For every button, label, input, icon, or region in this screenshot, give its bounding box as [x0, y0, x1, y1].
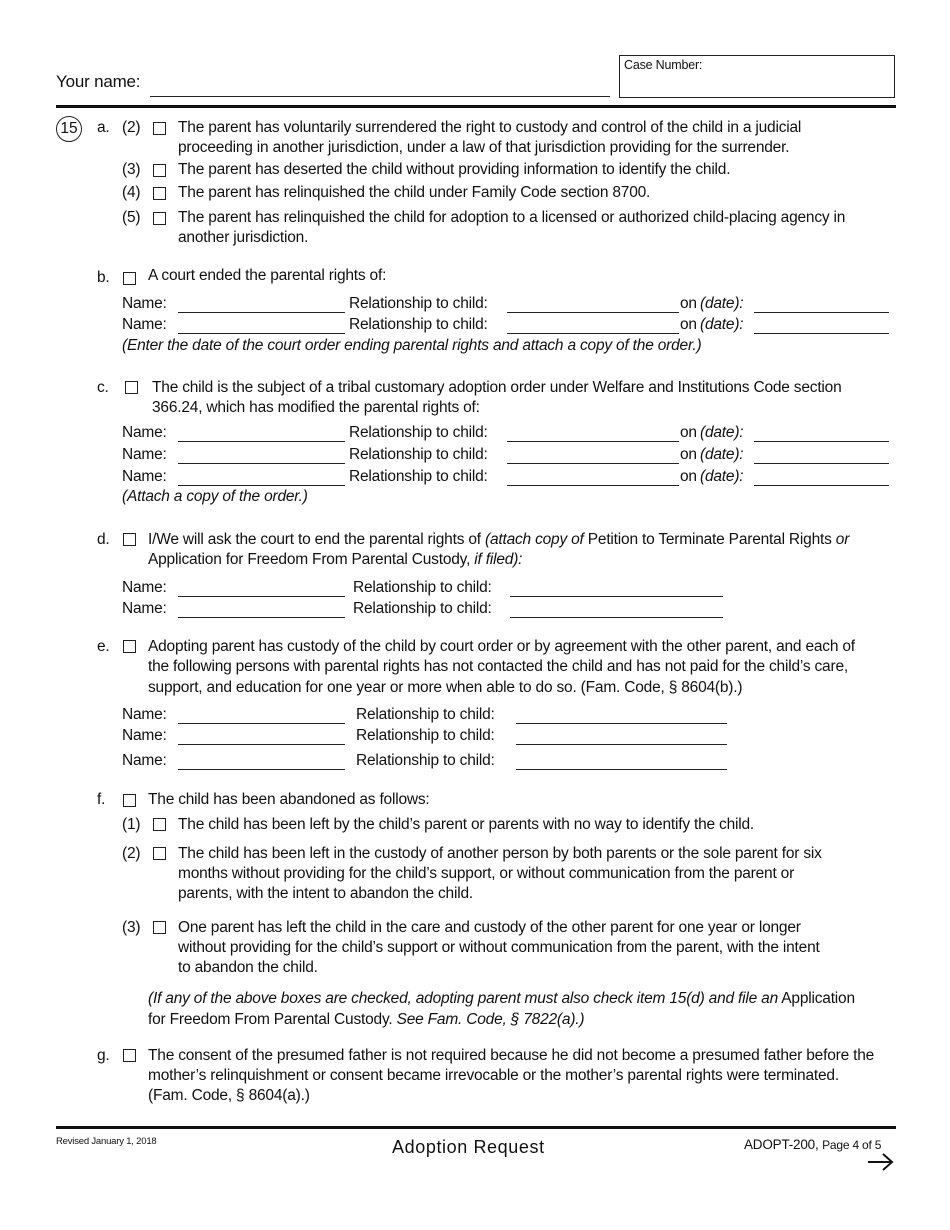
item-e-checkbox[interactable]	[123, 640, 136, 653]
item-a4-text: The parent has relinquished the child under Family Code section 8700.	[178, 184, 651, 201]
footer-title: Adoption Request	[392, 1137, 545, 1157]
relationship-field[interactable]	[516, 769, 727, 770]
name-label: Name:	[122, 468, 167, 485]
name-field[interactable]	[178, 463, 345, 464]
date-field[interactable]	[754, 441, 889, 442]
item-d-text: I/We will ask the court to end the parental rights of (attach copy of Petition to Terminate Parental Rights or	[148, 531, 850, 548]
item-f3-checkbox[interactable]	[153, 921, 166, 934]
item-f3-text: One parent has left the child in the care and custody of the other parent for one year or longer	[178, 919, 801, 936]
item-b-checkbox[interactable]	[123, 272, 136, 285]
item-a3-checkbox[interactable]	[153, 164, 166, 177]
item-b-note: (Enter the date of the court order ending parental rights and attach a copy of the order.)	[122, 337, 702, 354]
item-c-letter: c.	[97, 379, 109, 396]
your-name-field[interactable]	[150, 96, 610, 97]
item-e-text: Adopting parent has custody of the child by court order or by agreement with the other parent, and each of	[148, 638, 855, 655]
relationship-label: Relationship to child:	[353, 579, 492, 596]
item-a2-number: (2)	[122, 119, 141, 136]
item-e-text: the following persons with parental rights has not contacted the child and has not paid for the child’s care,	[148, 658, 848, 675]
case-number-label: Case Number:	[624, 58, 703, 72]
item-a3-number: (3)	[122, 161, 141, 178]
date-label: (date):	[700, 446, 744, 463]
item-f2-text: The child has been left in the custody of another person by both parents or the sole parent for six	[178, 845, 822, 862]
item-a-letter: a.	[97, 119, 110, 136]
name-label: Name:	[122, 727, 167, 744]
date-field[interactable]	[754, 485, 889, 486]
name-field[interactable]	[178, 441, 345, 442]
relationship-label: Relationship to child:	[353, 600, 492, 617]
date-field[interactable]	[754, 312, 889, 313]
revised-date: Revised January 1, 2018	[56, 1136, 157, 1147]
item-f-text: The child has been abandoned as follows:	[148, 791, 430, 808]
item-a2-text: proceeding in another jurisdiction, under a law of that jurisdiction providing for the surrender.	[178, 139, 790, 156]
item-f1-checkbox[interactable]	[153, 818, 166, 831]
on-label: on	[680, 295, 697, 312]
name-label: Name:	[122, 752, 167, 769]
name-label: Name:	[122, 446, 167, 463]
name-field[interactable]	[178, 769, 345, 770]
item-d-checkbox[interactable]	[123, 533, 136, 546]
date-field[interactable]	[754, 463, 889, 464]
relationship-label: Relationship to child:	[356, 752, 495, 769]
relationship-field[interactable]	[516, 723, 727, 724]
relationship-field[interactable]	[510, 617, 723, 618]
item-e-letter: e.	[97, 638, 110, 655]
relationship-field[interactable]	[507, 312, 679, 313]
item-g-letter: g.	[97, 1047, 110, 1064]
date-label: (date):	[700, 295, 744, 312]
relationship-label: Relationship to child:	[356, 727, 495, 744]
item-c-note: (Attach a copy of the order.)	[122, 488, 308, 505]
item-f2-text: parents, with the intent to abandon the child.	[178, 885, 473, 902]
item-f-note: for Freedom From Parental Custody. See Fam. Code, § 7822(a).)	[148, 1011, 585, 1028]
item-f3-text: to abandon the child.	[178, 959, 318, 976]
item-a5-checkbox[interactable]	[153, 212, 166, 225]
item-f3-number: (3)	[122, 919, 141, 936]
relationship-field[interactable]	[507, 485, 679, 486]
date-label: (date):	[700, 316, 744, 333]
relationship-label: Relationship to child:	[349, 424, 488, 441]
relationship-field[interactable]	[507, 333, 679, 334]
item-a4-checkbox[interactable]	[153, 187, 166, 200]
item-a3-text: The parent has deserted the child without providing information to identify the child.	[178, 161, 731, 178]
relationship-label: Relationship to child:	[349, 295, 488, 312]
name-label: Name:	[122, 316, 167, 333]
name-field[interactable]	[178, 596, 345, 597]
item-e-text: support, and education for one year or more when able to do so. (Fam. Code, § 8604(b).)	[148, 679, 743, 696]
relationship-label: Relationship to child:	[349, 446, 488, 463]
item-f2-number: (2)	[122, 845, 141, 862]
item-g-text: mother’s relinquishment or consent became irrevocable or the mother’s parental rights were terminated.	[148, 1067, 839, 1084]
relationship-label: Relationship to child:	[349, 468, 488, 485]
name-field[interactable]	[178, 485, 345, 486]
item-c-checkbox[interactable]	[125, 381, 138, 394]
item-f3-text: without providing for the child’s support or without communication from the parent, with the intent	[178, 939, 820, 956]
item-c-text: The child is the subject of a tribal customary adoption order under Welfare and Institutions Code section	[152, 379, 842, 396]
name-field[interactable]	[178, 744, 345, 745]
item-a4-number: (4)	[122, 184, 141, 201]
on-label: on	[680, 424, 697, 441]
item-f2-checkbox[interactable]	[153, 847, 166, 860]
item-d-letter: d.	[97, 531, 110, 548]
relationship-label: Relationship to child:	[349, 316, 488, 333]
your-name-label: Your name:	[56, 72, 141, 91]
relationship-field[interactable]	[516, 744, 727, 745]
form-id: ADOPT-200, Page 4 of 5	[744, 1137, 882, 1152]
date-label: (date):	[700, 468, 744, 485]
item-a5-text: another jurisdiction.	[178, 229, 309, 246]
item-a2-checkbox[interactable]	[153, 122, 166, 135]
date-label: (date):	[700, 424, 744, 441]
name-label: Name:	[122, 600, 167, 617]
relationship-label: Relationship to child:	[356, 706, 495, 723]
name-label: Name:	[122, 424, 167, 441]
name-field[interactable]	[178, 312, 345, 313]
item-f1-number: (1)	[122, 816, 141, 833]
item-b-text: A court ended the parental rights of:	[148, 267, 387, 284]
relationship-field[interactable]	[507, 463, 679, 464]
name-field[interactable]	[178, 723, 345, 724]
item-d-text: Application for Freedom From Parental Custody, if filed):	[148, 551, 523, 568]
relationship-field[interactable]	[510, 596, 723, 597]
on-label: on	[680, 446, 697, 463]
date-field[interactable]	[754, 333, 889, 334]
item-c-text: 366.24, which has modified the parental rights of:	[152, 399, 480, 416]
item-b-letter: b.	[97, 269, 110, 286]
name-label: Name:	[122, 579, 167, 596]
on-label: on	[680, 468, 697, 485]
next-page-arrow-icon[interactable]	[866, 1152, 896, 1172]
case-number-box[interactable]	[619, 55, 895, 98]
item-f2-text: months without providing for the child’s support, or without communication from the parent or	[178, 865, 795, 882]
name-label: Name:	[122, 295, 167, 312]
item-f-checkbox[interactable]	[123, 794, 136, 807]
item-g-text: (Fam. Code, § 8604(a).)	[148, 1087, 310, 1104]
header-rule	[56, 105, 896, 108]
name-field[interactable]	[178, 617, 345, 618]
footer-rule	[56, 1126, 896, 1129]
name-field[interactable]	[178, 333, 345, 334]
relationship-field[interactable]	[507, 441, 679, 442]
item-a2-text: The parent has voluntarily surrendered the right to custody and control of the child in a judicial	[178, 119, 802, 136]
on-label: on	[680, 316, 697, 333]
item-a5-text: The parent has relinquished the child for adoption to a licensed or authorized child-placing agency in	[178, 209, 846, 226]
item-f-note: (If any of the above boxes are checked, adopting parent must also check item 15(d) and file an Application	[148, 990, 855, 1007]
name-label: Name:	[122, 706, 167, 723]
item-a5-number: (5)	[122, 209, 141, 226]
item-g-checkbox[interactable]	[123, 1049, 136, 1062]
item-f1-text: The child has been left by the child’s parent or parents with no way to identify the child.	[178, 816, 755, 833]
item-g-text: The consent of the presumed father is not required because he did not become a presumed father before the	[148, 1047, 875, 1064]
item-number-badge: 15	[56, 116, 82, 142]
item-f-letter: f.	[97, 791, 106, 808]
